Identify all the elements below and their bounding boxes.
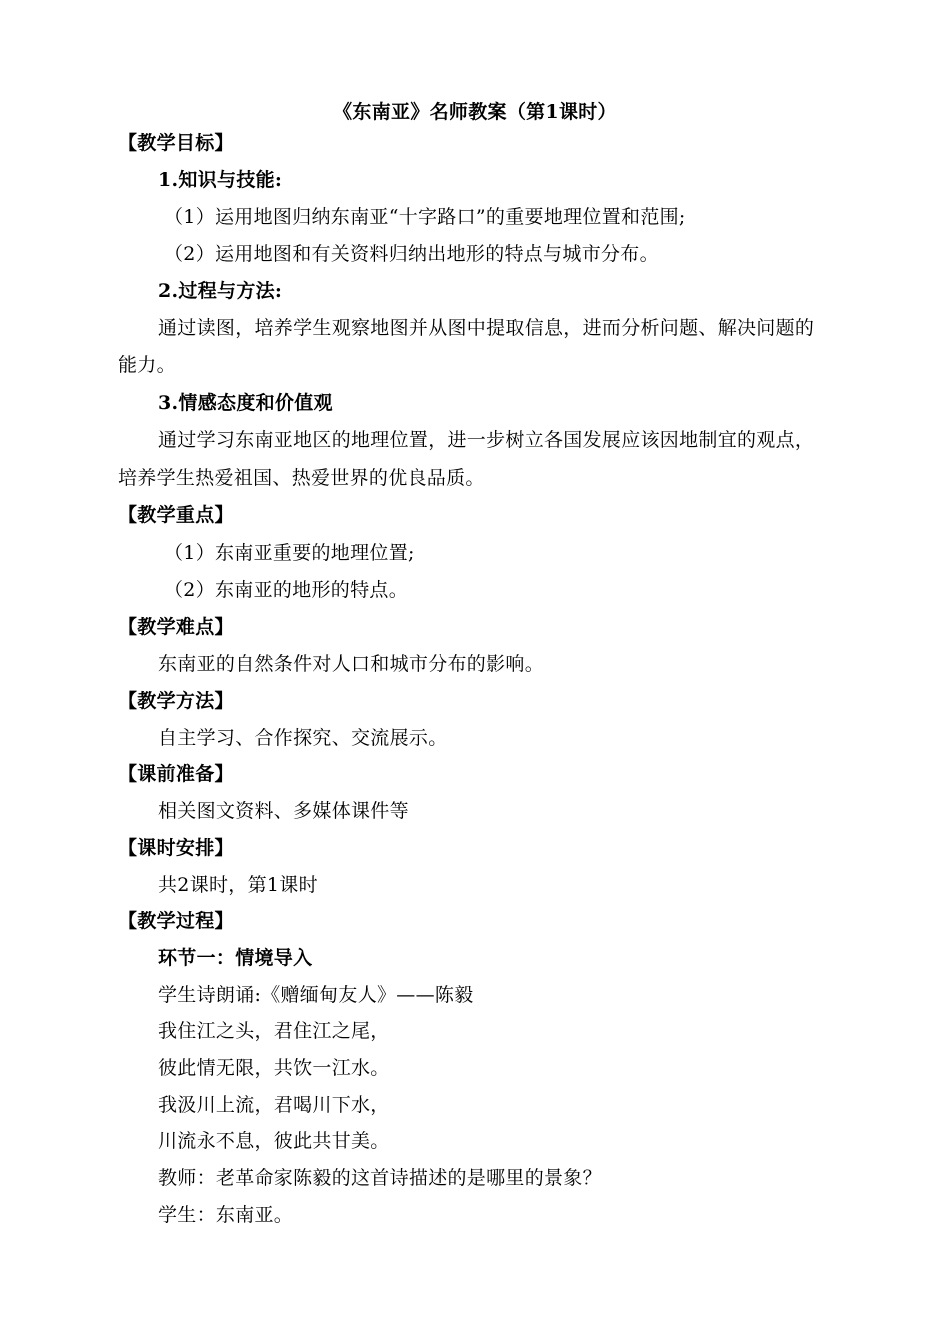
- emotion-text-line1: 通过学习东南亚地区的地理位置，进一步树立各国发展应该因地制宜的观点，: [158, 429, 815, 451]
- method-text: 自主学习、合作探究、交流展示。: [158, 727, 448, 749]
- schedule-text: 共2课时，第1课时: [158, 874, 318, 896]
- schedule-heading: 【课时安排】: [118, 837, 234, 859]
- teaching-process-heading: 【教学过程】: [118, 910, 234, 932]
- emotion-label: 3.情感态度和价值观: [158, 392, 333, 414]
- poem-line-2: 彼此情无限，共饮一江水。: [158, 1057, 390, 1079]
- step1-label: 环节一：情境导入: [158, 947, 313, 969]
- poem-line-1: 我住江之头，君住江之尾，: [158, 1020, 390, 1042]
- process-method-text-line2: 能力。: [118, 354, 176, 376]
- page-title: 《东南亚》名师教案（第1课时）: [333, 101, 617, 123]
- emotion-text-line2: 培养学生热爱祖国、热爱世界的优良品质。: [118, 467, 485, 489]
- poem-line-4: 川流永不息，彼此共甘美。: [158, 1130, 390, 1152]
- process-method-text-line1: 通过读图，培养学生观察地图并从图中提取信息，进而分析问题、解决问题的: [158, 317, 815, 339]
- method-heading: 【教学方法】: [118, 690, 234, 712]
- key-point-item-2: （2）东南亚的地形的特点。: [164, 579, 408, 601]
- objectives-heading: 【教学目标】: [118, 132, 234, 154]
- preparation-text: 相关图文资料、多媒体课件等: [158, 800, 409, 822]
- difficulty-text: 东南亚的自然条件对人口和城市分布的影响。: [158, 653, 545, 675]
- process-method-label: 2.过程与方法:: [158, 280, 283, 302]
- difficulty-heading: 【教学难点】: [118, 616, 234, 638]
- knowledge-item-1: （1）运用地图归纳东南亚“十字路口”的重要地理位置和范围;: [164, 206, 686, 228]
- student-answer: 学生：东南亚。: [158, 1204, 294, 1226]
- knowledge-item-2: （2）运用地图和有关资料归纳出地形的特点与城市分布。: [164, 243, 659, 265]
- preparation-heading: 【课前准备】: [118, 763, 234, 785]
- teacher-question: 教师：老革命家陈毅的这首诗描述的是哪里的景象？: [158, 1167, 602, 1189]
- key-point-item-1: （1）东南亚重要的地理位置;: [164, 542, 415, 564]
- poem-line-3: 我汲川上流，君喝川下水，: [158, 1094, 390, 1116]
- knowledge-label: 1.知识与技能:: [158, 169, 283, 191]
- key-points-heading: 【教学重点】: [118, 504, 234, 526]
- process-line-1: 学生诗朗诵:《赠缅甸友人》——陈毅: [158, 984, 474, 1006]
